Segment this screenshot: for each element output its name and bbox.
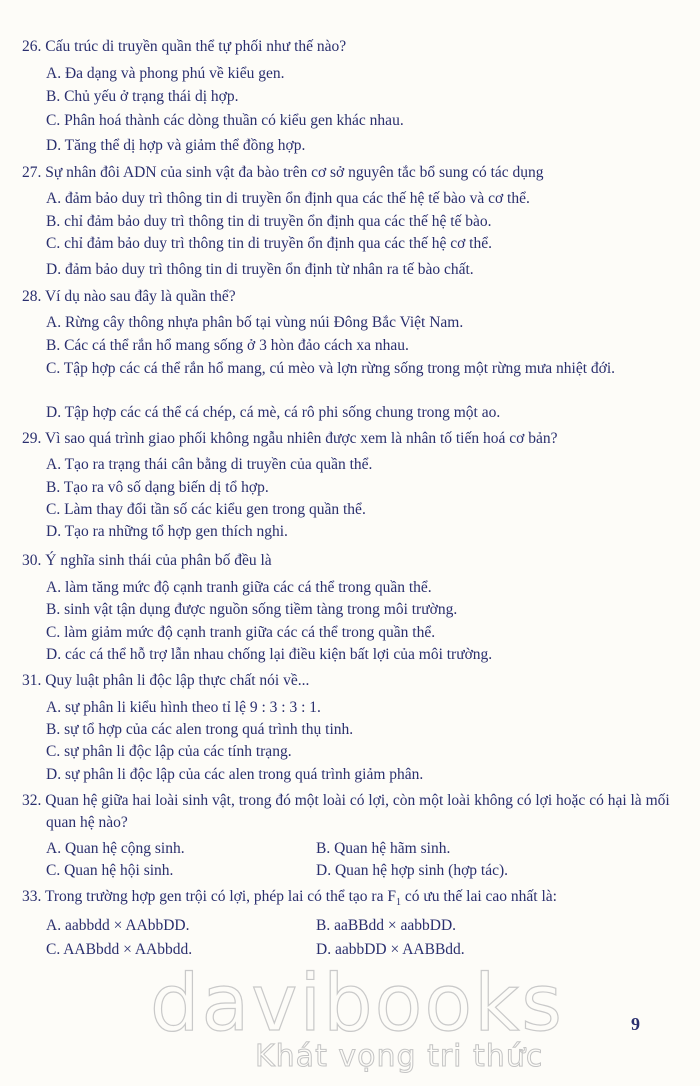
question-28-text: 28. Ví dụ nào sau đây là quần thể? (22, 288, 236, 305)
question-33-option-c: C. AABbdd × AAbbdd. (46, 941, 193, 958)
question-32-option-c: C. Quan hệ hội sinh. (46, 862, 174, 879)
question-33-subscript: 1 (395, 897, 401, 909)
question-33-option-b: B. aaBBdd × aabbDD. (316, 917, 457, 934)
question-29-text: 29. Vì sao quá trình giao phối không ngẫu nhiên được xem là nhân tố tiến hoá cơ bản? (22, 430, 558, 447)
question-31-option-c: C. sự phân li độc lập của các tính trạng. (46, 743, 292, 760)
question-30-option-b: B. sinh vật tận dụng được nguồn sống tiềm tàng trong môi trường. (46, 601, 458, 618)
question-30-text: 30. Ý nghĩa sinh thái của phân bố đều là (22, 552, 272, 569)
question-31-text: 31. Quy luật phân li độc lập thực chất nói về... (22, 672, 310, 689)
question-29-option-d: D. Tạo ra những tổ hợp gen thích nghi. (46, 523, 288, 540)
question-27-text: 27. Sự nhân đôi ADN của sinh vật đa bào trên cơ sở nguyên tắc bổ sung có tác dụng (22, 164, 544, 181)
question-33-text-before: 33. Trong trường hợp gen trội có lợi, phép lai có thể tạo ra F (22, 888, 396, 905)
question-32-option-b: B. Quan hệ hãm sinh. (316, 840, 451, 857)
question-27-option-b: B. chỉ đảm bảo duy trì thông tin di truyền ổn định qua các thế hệ tế bào. (46, 213, 492, 230)
question-26-option-c: C. Phân hoá thành các dòng thuần có kiểu gen khác nhau. (46, 112, 404, 129)
question-26-text: 26. Cấu trúc di truyền quần thể tự phối như thế nào? (22, 38, 347, 55)
question-29-option-c: C. Làm thay đổi tần số các kiểu gen trong quần thể. (46, 501, 366, 518)
question-31-option-d: D. sự phân li độc lập của các alen trong quá trình giảm phân. (46, 766, 424, 783)
question-27-option-a: A. đảm bảo duy trì thông tin di truyền ổn định qua các thế hệ tế bào và cơ thể. (46, 190, 530, 207)
question-33-text-after: có ưu thế lai cao nhất là: (400, 888, 557, 905)
question-33-option-a: A. aabbdd × AAbbDD. (46, 917, 190, 934)
question-30-option-c: C. làm giảm mức độ cạnh tranh giữa các cá thể trong quần thể. (46, 624, 436, 641)
question-26-option-d: D. Tăng thể dị hợp và giảm thể đồng hợp. (46, 137, 306, 154)
question-33-option-d: D. aabbDD × AABBdd. (316, 941, 465, 958)
question-26-option-a: A. Đa dạng và phong phú về kiểu gen. (46, 65, 285, 82)
question-30-option-a: A. làm tăng mức độ cạnh tranh giữa các cá thể trong quần thể. (46, 579, 432, 596)
question-31-option-b: B. sự tổ hợp của các alen trong quá trình thụ tinh. (46, 721, 354, 738)
question-29-option-a: A. Tạo ra trạng thái cân bằng di truyền của quần thể. (46, 456, 373, 473)
question-27-option-d: D. đảm bảo duy trì thông tin di truyền ổn định từ nhân ra tế bào chất. (46, 261, 474, 278)
question-32-text: 32. Quan hệ giữa hai loài sinh vật, trong đó một loài có lợi, còn một loài không có lợi hoặc có hại là mối quan hệ nào? (22, 792, 670, 831)
question-26-option-b: B. Chủ yếu ở trạng thái dị hợp. (46, 88, 239, 105)
watermark-slogan: Khát vọng tri thức (255, 1039, 544, 1074)
watermark-logo: davibooks (150, 959, 564, 1049)
question-32-option-d: D. Quan hệ hợp sinh (hợp tác). (316, 862, 509, 879)
question-31-option-a: A. sự phân li kiểu hình theo tỉ lệ 9 : 3 : 3 : 1. (46, 699, 321, 716)
question-28-option-c: C. Tập hợp các cá thể rắn hổ mang, cú mèo và lợn rừng sống trong một rừng mưa nhiệt đới. (46, 360, 616, 377)
question-27-option-c: C. chỉ đảm bảo duy trì thông tin di truyền ổn định qua các thế hệ cơ thể. (46, 235, 492, 252)
question-28-option-a: A. Rừng cây thông nhựa phân bố tại vùng núi Đông Bắc Việt Nam. (46, 314, 464, 331)
question-28-option-b: B. Các cá thể rắn hổ mang sống ở 3 hòn đảo cách xa nhau. (46, 337, 409, 354)
question-33-text (22, 886, 652, 914)
question-32-option-a: A. Quan hệ cộng sinh. (46, 840, 185, 857)
question-28-option-d: D. Tập hợp các cá thể cá chép, cá mè, cá rô phi sống chung trong một ao. (46, 404, 501, 421)
question-29-option-b: B. Tạo ra vô số dạng biến dị tổ hợp. (46, 479, 269, 496)
page-number: 9 (631, 1014, 640, 1034)
question-30-option-d: D. các cá thể hỗ trợ lẫn nhau chống lại điều kiện bất lợi của môi trường. (46, 646, 493, 663)
